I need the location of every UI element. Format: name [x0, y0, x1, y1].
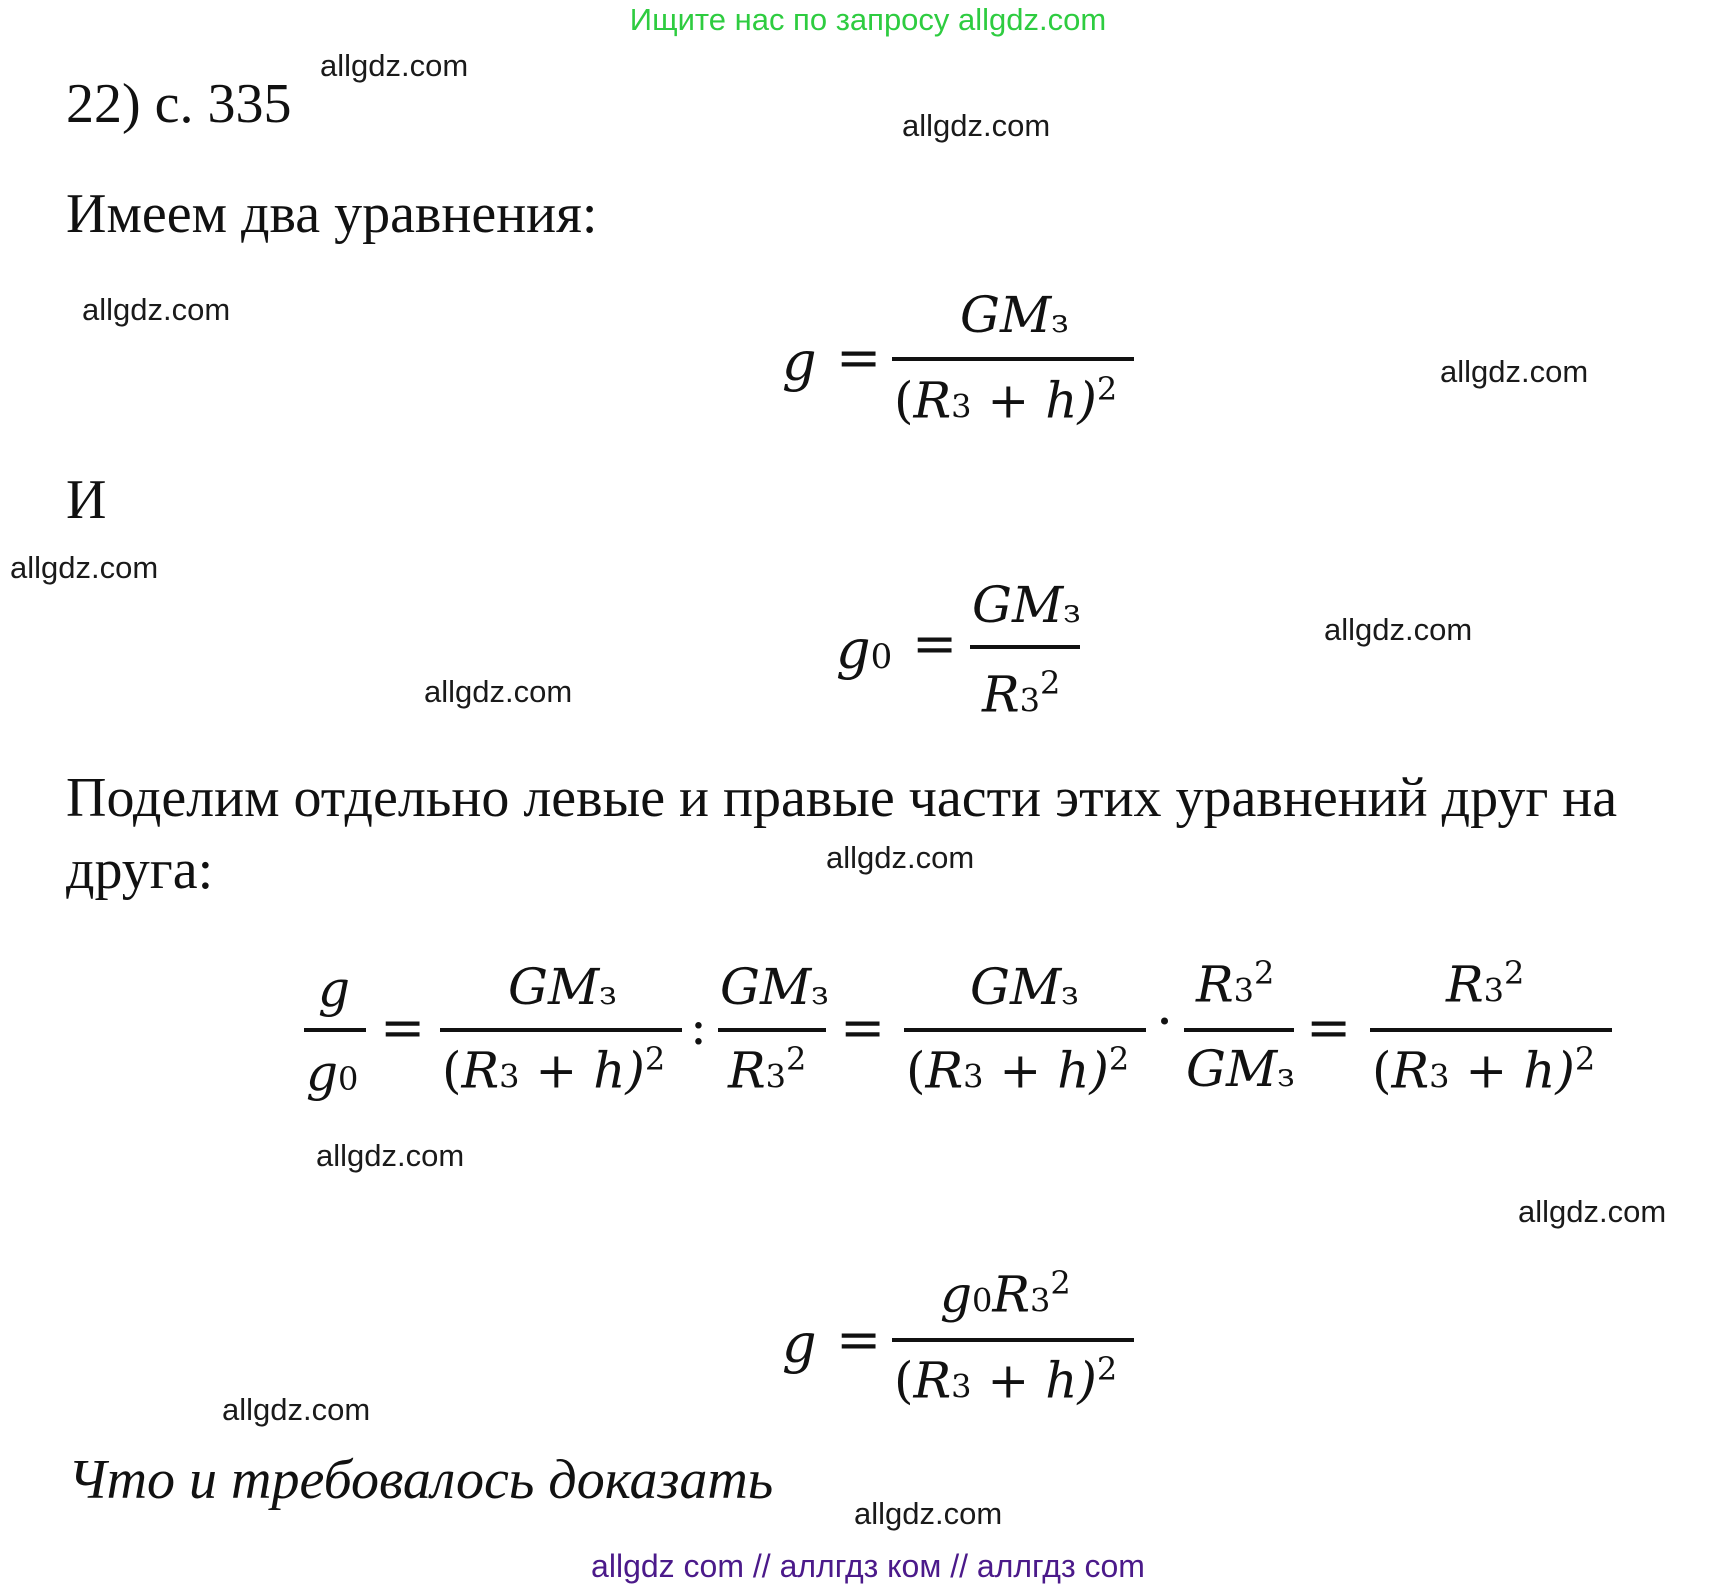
footer-watermark: allgdz com // аллгдз ком // аллгдз com — [591, 1548, 1145, 1584]
divide-text-line2: друга: — [66, 839, 214, 901]
eq3-frac1-den: g0 — [306, 1044, 359, 1102]
watermark: allgdz.com — [424, 674, 573, 709]
eq3-frac1-num: g — [318, 960, 351, 1018]
eq1-equals: = — [836, 326, 882, 389]
watermark: allgdz.com — [1324, 612, 1473, 647]
eq1-denominator: $(R3 + h)^2$ — [894, 370, 1118, 430]
eq3-frac4-den: $(R3 + h)^2$ — [906, 1040, 1130, 1100]
eq2-numerator: GMз — [972, 576, 1081, 634]
eq3-frac3-den: $R3^2$ — [728, 1040, 807, 1100]
eq3-frac5-bar — [1184, 1028, 1294, 1032]
eq2-denominator: $R3^2$ — [982, 664, 1061, 724]
watermark: allgdz.com — [320, 48, 469, 83]
eq1-lhs: g — [782, 330, 817, 393]
search-banner: Ищите нас по запросу allgdz.com — [629, 2, 1107, 37]
eq4-denominator: $(R3 + h)^2$ — [894, 1350, 1118, 1410]
problem-number: 22) с. 335 — [66, 73, 292, 135]
eq2-equals: = — [912, 612, 958, 675]
watermark: allgdz.com — [82, 292, 231, 327]
eq2-lhs: g0 — [836, 618, 893, 681]
watermark: allgdz.com — [1518, 1194, 1667, 1229]
watermark: allgdz.com — [10, 550, 159, 585]
eq3-frac3-bar — [718, 1028, 826, 1032]
conclusion-text: Что и требовалось доказать — [68, 1449, 774, 1511]
eq3-frac1-bar — [304, 1028, 366, 1032]
eq3-frac6-bar — [1370, 1028, 1612, 1032]
eq1-numerator: GMз — [960, 286, 1069, 344]
eq3-frac2-bar — [440, 1028, 682, 1032]
eq3-frac3-num: GMз — [720, 958, 829, 1016]
watermark: allgdz.com — [316, 1138, 465, 1173]
watermark: allgdz.com — [826, 840, 975, 875]
eq3-frac2-num: GMз — [508, 958, 617, 1016]
eq1-fraction-bar — [892, 357, 1134, 361]
and-text: И — [66, 469, 107, 531]
eq3-frac5-den: GMз — [1186, 1040, 1295, 1098]
eq3-frac4-num: GMз — [970, 958, 1079, 1016]
watermark: allgdz.com — [1440, 354, 1589, 389]
eq4-fraction-bar — [892, 1338, 1134, 1342]
eq3-frac6-num: $R3^2$ — [1446, 954, 1525, 1014]
watermark: allgdz.com — [854, 1496, 1003, 1531]
eq3-dot: · — [1156, 990, 1174, 1053]
eq3-equals-2: = — [840, 996, 886, 1059]
eq3-frac2-den: $(R3 + h)^2$ — [442, 1040, 666, 1100]
eq3-colon: : — [690, 998, 707, 1056]
watermark: allgdz.com — [222, 1392, 371, 1427]
eq2-fraction-bar — [970, 645, 1080, 649]
eq3-frac5-num: $R3^2$ — [1196, 954, 1275, 1014]
eq3-frac4-bar — [904, 1028, 1146, 1032]
eq4-numerator: $g0R3^2$ — [940, 1264, 1071, 1324]
watermark: allgdz.com — [902, 108, 1051, 143]
eq4-lhs: g — [782, 1312, 817, 1375]
eq4-equals: = — [836, 1308, 882, 1371]
eq3-equals-1: = — [380, 996, 426, 1059]
eq3-frac6-den: $(R3 + h)^2$ — [1372, 1040, 1596, 1100]
intro-text: Имеем два уравнения: — [66, 183, 598, 245]
eq3-equals-3: = — [1306, 996, 1352, 1059]
divide-text-line1: Поделим отдельно левые и правые части этих уравнений друг на — [66, 767, 1618, 829]
